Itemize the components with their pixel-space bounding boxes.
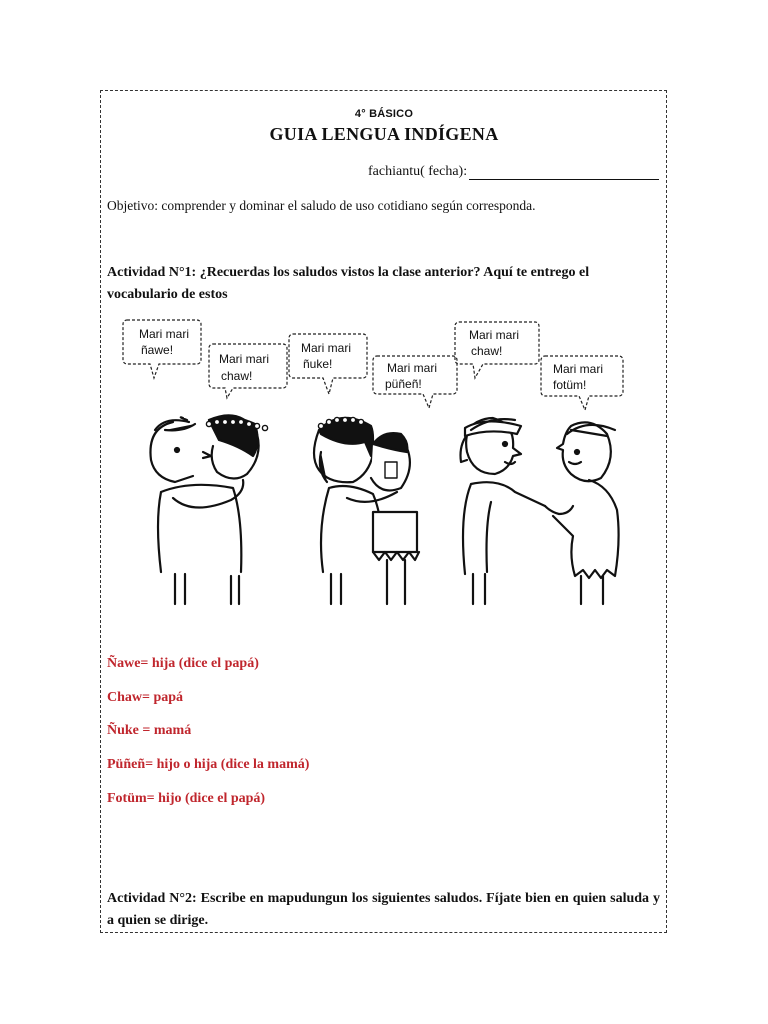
vocab-item-punen: Püñeñ= hijo o hija (dice la mamá) — [107, 757, 310, 772]
bubble-text: Mari mari — [139, 327, 189, 341]
page-title: GUIA LENGUA INDÍGENA — [269, 124, 499, 144]
father-son-figures — [461, 418, 619, 604]
bubble-text: ñuke! — [303, 357, 333, 371]
date-label: fachiantu( fecha): — [368, 164, 468, 179]
bubble-text: Mari mari — [219, 352, 269, 366]
vocab-item-chaw: Chaw= papá — [107, 690, 184, 705]
vocab-item-nawe: Ñawe= hija (dice el papá) — [107, 656, 259, 671]
date-field — [368, 164, 659, 180]
bubble-text: chaw! — [221, 369, 253, 383]
objective-text: Objetivo: comprender y dominar el saludo de uso cotidiano según corresponda. — [107, 198, 536, 213]
activity-2-instructions: Actividad N°2: Escribe en mapudungun los siguientes saludos. Fíjate bien en quien saluda y a quien se dirige. — [107, 891, 660, 928]
mother-child-figures — [314, 417, 419, 604]
bubble-text: chaw! — [471, 344, 503, 358]
bubble-text: Mari mari — [553, 362, 603, 376]
greeting-illustration — [115, 312, 655, 612]
bubble-text: Mari mari — [469, 328, 519, 342]
vocab-item-fotum: Fotüm= hijo (dice el papá) — [107, 791, 266, 806]
vocab-item-nuke: Ñuke = mamá — [107, 723, 192, 738]
bubble-text: Mari mari — [387, 361, 437, 375]
activity-1-instructions: Actividad N°1: ¿Recuerdas los saludos vistos la clase anterior? Aquí te entrego el vocabulario de estos — [107, 265, 590, 302]
bubble-text: ñawe! — [141, 343, 174, 357]
bubble-text: fotüm! — [553, 378, 587, 392]
grade-heading: 4° BÁSICO — [354, 108, 414, 120]
bubble-text: püñeñ! — [385, 377, 422, 391]
date-blank-line[interactable] — [469, 165, 659, 180]
father-daughter-figures — [150, 415, 267, 604]
bubble-text: Mari mari — [301, 341, 351, 355]
